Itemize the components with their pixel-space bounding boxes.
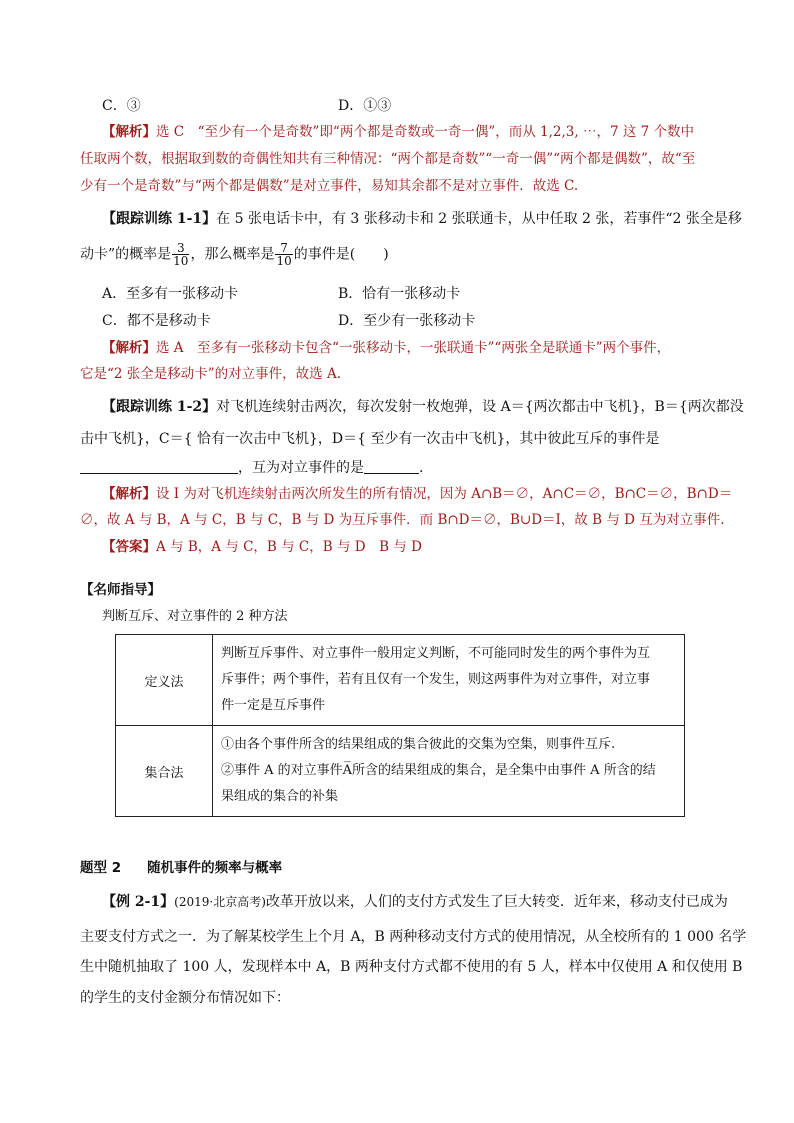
table-row	[116, 635, 685, 726]
t12-text-mid: ，互为对立事件的是	[238, 460, 364, 476]
option-d: D．①③	[338, 98, 392, 114]
t12-analysis-line-1	[102, 484, 732, 504]
example-2-1-line-1	[102, 892, 728, 912]
analysis-tag: 【解析】	[102, 486, 156, 502]
answer-blank-1[interactable]	[80, 459, 238, 474]
section-number: 题型 2	[80, 860, 122, 876]
fraction-numerator: 7	[275, 242, 292, 255]
fraction-7-10	[275, 242, 292, 267]
t12-analysis-line-2: ∅，故 A 与 B，A 与 C，B 与 C，B 与 D 为互斥事件．而 B∩D＝∅，B∪D＝I，故 B 与 D 互为对立事件.	[80, 512, 725, 528]
example-2-1-line-4: 的学生的支付金额分布情况如下：	[80, 990, 290, 1006]
guide-subheading: 判断互斥、对立事件的 2 种方法	[102, 609, 288, 624]
t12-tag: 【跟踪训练 1-2】	[102, 399, 217, 415]
description-line: ①由各个事件所含的结果组成的集合彼此的交集为空集，则事件互斥.	[221, 737, 616, 752]
t11-line-2	[80, 242, 389, 267]
t11-text-c: 的事件是( )	[293, 246, 389, 263]
t11-option-b: B．恰有一张移动卡	[338, 286, 461, 302]
fraction-denominator: 10	[276, 254, 292, 268]
method-table	[115, 634, 685, 817]
fraction-numerator: 3	[172, 242, 189, 255]
t11-analysis-line-2: 它是“2 张全是移动卡”的对立事件，故选 A.	[80, 366, 342, 382]
example-2-1-line-3: 生中随机抽取了 100 人，发现样本中 A，B 两种支付方式都不使用的有 5 人，样本中仅使用 A 和仅使用 B	[80, 959, 743, 975]
description-line: ②事件 A 的对立事件A̅所含的结果组成的集合，是全集中由事件 A 所含的结	[221, 763, 656, 778]
analysis-line-2: 任取两个数，根据取到数的奇偶性知共有三种情况：“两个都是奇数”“一奇一偶”“两个都是偶数”，故“至	[80, 151, 696, 167]
answer-text: A 与 B，A 与 C，B 与 C，B 与 D B 与 D	[156, 539, 422, 555]
fraction-3-10	[172, 242, 189, 267]
method-name: 定义法	[116, 635, 213, 726]
t12-line-1	[102, 397, 744, 417]
method-description	[213, 635, 685, 726]
analysis-text: 设 I 为对飞机连续射击两次所发生的所有情况，因为 A∩B＝∅，A∩C＝∅，B∩C＝∅，B∩D＝	[156, 486, 733, 502]
t11-text: 在 5 张电话卡中，有 3 张移动卡和 2 张联通卡，从中任取 2 张，若事件“2 张全是移	[216, 211, 742, 227]
t11-option-c: C．都不是移动卡	[102, 313, 211, 329]
t11-option-a: A．至多有一张移动卡	[102, 286, 239, 302]
t12-line-3	[80, 458, 423, 478]
t11-analysis-line-1	[102, 338, 670, 358]
table-row	[116, 726, 685, 817]
t12-text-end: .	[419, 460, 424, 476]
analysis-line-3: 少有一个是奇数”与“两个都是偶数”是对立事件，易知其余都不是对立事件．故选 C.	[80, 178, 579, 194]
analysis-text: 选 C “至少有一个是奇数”即“两个都是奇数或一奇一偶”，而从 1,2,3, ⋯，7 这 7 个数中	[156, 124, 695, 140]
option-c: C．③	[102, 98, 141, 114]
example-tag: 【例 2-1】	[102, 894, 175, 910]
t11-tag: 【跟踪训练 1-1】	[102, 211, 217, 227]
analysis-tag: 【解析】	[102, 340, 156, 356]
section-title-text: 随机事件的频率与概率	[147, 860, 283, 876]
analysis-text: 选 A 至多有一张移动卡包含“一张移动卡，一张联通卡”“两张全是联通卡”两个事件，	[156, 340, 671, 356]
t11-option-d: D．至少有一张移动卡	[338, 313, 476, 329]
t12-line-2: 击中飞机}，C＝{ 恰有一次击中飞机}，D＝{ 至少有一次击中飞机}，其中彼此互斥的事件是	[80, 431, 660, 447]
method-description	[213, 726, 685, 817]
description-line: 件一定是互斥事件	[221, 698, 326, 713]
answer-blank-2[interactable]	[364, 459, 419, 474]
guide-heading: 【名师指导】	[80, 582, 161, 598]
t12-text: 对飞机连续射击两次，每次发射一枚炮弹，设 A＝{两次都击中飞机}，B＝{两次都没	[216, 399, 744, 415]
t11-line-1	[102, 209, 742, 229]
t11-text-b: ，那么概率是	[190, 246, 275, 263]
t12-answer-line	[102, 537, 422, 557]
answer-tag: 【答案】	[102, 539, 156, 555]
description-line: 斥事件；两个事件，若有且仅有一个发生，则这两事件为对立事件，对立事	[221, 672, 651, 687]
method-name: 集合法	[116, 726, 213, 817]
t11-text-a: 动卡”的概率是	[80, 246, 172, 263]
example-text: 改革开放以来，人们的支付方式发生了巨大转变．近年来，移动支付已成为	[265, 894, 728, 910]
fraction-denominator: 10	[173, 254, 189, 268]
example-source: (2019·北京高考)	[174, 895, 266, 909]
example-2-1-line-2: 主要支付方式之一．为了解某校学生上个月 A，B 两种移动支付方式的使用情况，从全校所有的 1 000 名学	[80, 929, 747, 945]
analysis-tag: 【解析】	[102, 124, 156, 140]
analysis-line-1	[102, 122, 694, 142]
description-line: 判断互斥事件、对立事件一般用定义判断，不可能同时发生的两个事件为互	[221, 646, 651, 661]
section-title	[80, 858, 282, 878]
description-line: 果组成的集合的补集	[221, 789, 339, 804]
